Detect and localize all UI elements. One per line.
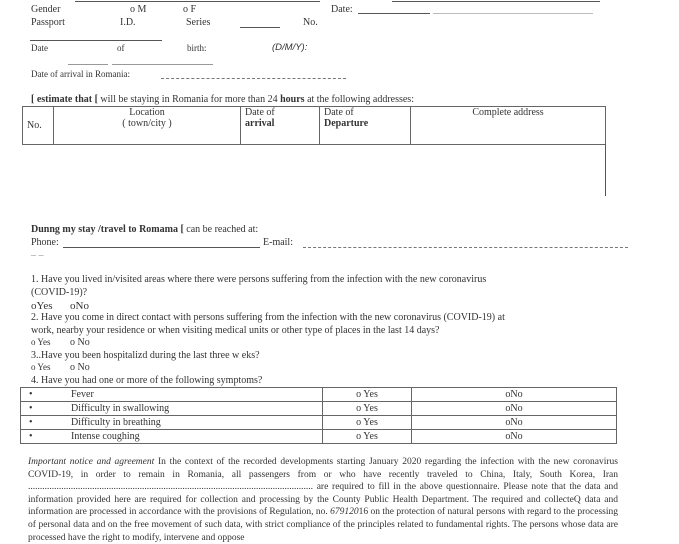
q2-yes-radio[interactable]: o Yes bbox=[31, 337, 51, 347]
symptom-name: Intense coughing bbox=[71, 431, 140, 442]
date-label: Date: bbox=[331, 4, 353, 15]
id-label: I.D. bbox=[120, 17, 136, 28]
col-arrival: Date of arrival bbox=[241, 107, 320, 145]
symptom-yes-radio[interactable]: o Yes bbox=[323, 416, 412, 430]
gender-female-radio[interactable]: o F bbox=[183, 4, 197, 15]
symptom-name: Fever bbox=[71, 389, 94, 400]
addresses-intro: [ estimate that [ will be staying in Romania for more than 24 hours at the following addresses: bbox=[31, 94, 414, 105]
dob-date-label: Date bbox=[31, 43, 48, 53]
email-continuation: – – bbox=[31, 250, 44, 261]
dob-format: (D/M/Y): bbox=[272, 42, 308, 53]
q1-yes-radio[interactable]: oYes bbox=[31, 300, 53, 312]
q1-no-radio[interactable]: oNo bbox=[70, 300, 89, 312]
symptom-row bbox=[21, 402, 617, 416]
date-field[interactable] bbox=[358, 13, 430, 14]
symptom-name: Difficulty in swallowing bbox=[71, 403, 170, 414]
gender-label: Gender bbox=[31, 4, 61, 15]
dob-field-b[interactable] bbox=[112, 64, 213, 65]
important-notice: Important notice and agreement In the context of the recorded developments starting January 2020 regarding the infection with the new coronavirus COVID-19, in order to remain in Romania, all passengers from or who have recently traveled to China, Italy, South Korea, Iran ........................................................................................................................ are required to fill in the above questionnaire. Please note that the data and information provided here are required for collection and processing by the County Public Health Department. The required and collecteQ data and information are processed in accordance with the provisions of Regulation, no. 67912016 on the protection of natural persons with regard to the processing of personal data and on the free movement of such data, with strict compliance of the principles related to fundamental rights. The persons whose data are processed have the right to modify, intervene and oppose bbox=[28, 457, 618, 543]
col-address: Complete address bbox=[411, 107, 606, 145]
q3-no-radio[interactable]: o No bbox=[70, 362, 90, 373]
col-departure: Date of Departure bbox=[320, 107, 411, 145]
phone-field[interactable] bbox=[63, 247, 260, 248]
bullet: • bbox=[29, 389, 33, 400]
symptom-row bbox=[21, 430, 617, 444]
symptom-no-radio[interactable]: oNo bbox=[412, 402, 617, 416]
symptoms-table bbox=[20, 387, 617, 444]
symptom-row bbox=[21, 388, 617, 402]
question-1: 1. Have you lived in/visited areas where there were persons suffering from the infection with the new coronavirus bbox=[31, 274, 487, 285]
bullet: • bbox=[29, 431, 33, 442]
symptom-no-radio[interactable]: oNo bbox=[412, 430, 617, 444]
dob-field-a[interactable] bbox=[68, 64, 108, 65]
name-line[interactable] bbox=[75, 1, 320, 2]
symptom-yes-radio[interactable]: o Yes bbox=[323, 430, 412, 444]
question-2: 2. Have you come in direct contact with persons suffering from the infection with the new coronavirus (COVID-19) at bbox=[31, 312, 505, 323]
bullet: • bbox=[29, 403, 33, 414]
symptom-yes-radio[interactable]: o Yes bbox=[323, 402, 412, 416]
series-label: Series bbox=[186, 17, 211, 28]
question-3: 3..Have you been hospitalizd during the last three w eks? bbox=[31, 350, 260, 361]
symptom-name: Difficulty in breathing bbox=[71, 417, 161, 428]
addresses-table bbox=[22, 106, 606, 145]
question-2-cont: work, nearby your residence or when visiting medical units or other type of places in the last 14 days? bbox=[31, 325, 440, 336]
no-label: No. bbox=[303, 17, 318, 28]
email-label: E-mail: bbox=[263, 237, 293, 248]
date-field-ext[interactable] bbox=[433, 13, 593, 14]
passport-no-field[interactable] bbox=[30, 40, 162, 41]
dob-of-label: of bbox=[117, 43, 125, 53]
symptom-no-radio[interactable]: oNo bbox=[412, 416, 617, 430]
gender-male-radio[interactable]: o M bbox=[130, 4, 147, 15]
arrival-label: Date of arrival in Romania: bbox=[31, 69, 130, 79]
series-field[interactable] bbox=[240, 27, 280, 28]
col-no: No. bbox=[23, 107, 54, 145]
symptom-yes-radio[interactable]: o Yes bbox=[323, 388, 412, 402]
symptom-row bbox=[21, 416, 617, 430]
q2-no-radio[interactable]: o No bbox=[70, 337, 90, 348]
email-field[interactable] bbox=[303, 247, 628, 248]
q3-yes-radio[interactable]: o Yes bbox=[31, 362, 51, 372]
question-4: 4. Have you had one or more of the following symptoms? bbox=[31, 375, 263, 386]
col-location: Location ( town/city ) bbox=[54, 107, 241, 145]
arrival-field[interactable] bbox=[161, 78, 346, 79]
dob-birth-label: birth: bbox=[187, 43, 207, 53]
top-right-line[interactable] bbox=[392, 1, 600, 2]
contact-intro: Dunng my stay /travel to Romama [ can be reached at: bbox=[31, 224, 259, 235]
symptom-no-radio[interactable]: oNo bbox=[412, 388, 617, 402]
phone-label: Phone: bbox=[31, 237, 59, 248]
passport-label: Passport bbox=[31, 17, 65, 28]
table-border bbox=[605, 144, 606, 196]
question-1-cont: (COVID-19)? bbox=[31, 287, 88, 298]
bullet: • bbox=[29, 417, 33, 428]
